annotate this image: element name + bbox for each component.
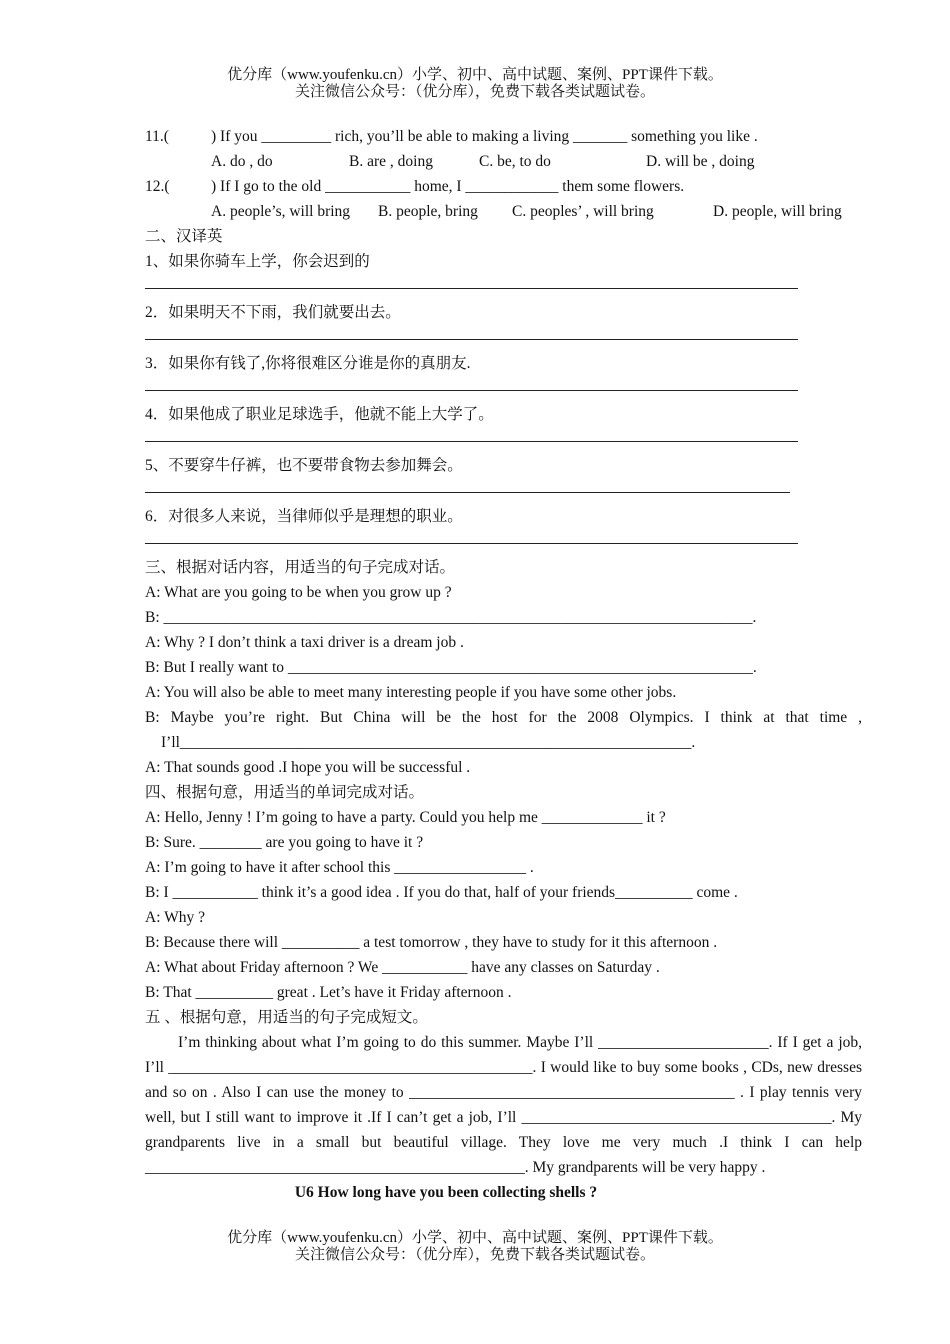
dialogue-line: A: You will also be able to meet many interesting people if you have some other jobs. — [145, 684, 677, 701]
dialogue-line: B: Sure. ________ are you going to have it ? — [145, 834, 424, 851]
dialogue-line: A: Why ? — [145, 909, 205, 926]
translation-item-2: 2．如果明天不下雨，我们就要出去。 — [145, 304, 401, 321]
dialogue-line: A: Why ? I don’t think a taxi driver is a dream job . — [145, 634, 464, 651]
translation-item-5: 5、不要穿牛仔裤，也不要带食物去参加舞会。 — [145, 457, 463, 474]
answer-line — [145, 529, 798, 544]
exam-body — [145, 124, 862, 1205]
dialogue-line: B: Maybe you’re right. But China will be the host for the 2008 Olympics. I think at that time , — [145, 709, 862, 726]
dialogue-line: B: ____________________________________________________________________________. — [145, 609, 757, 626]
answer-line — [145, 325, 798, 340]
question-text: ) If I go to the old ___________ home, I ____________ them some flowers. — [211, 178, 685, 195]
question-number: 12.( — [145, 178, 170, 195]
footer-line-2: 关注微信公众号：（优分库），免费下载各类试题试卷。 — [294, 1247, 655, 1263]
page-footer — [0, 1230, 950, 1264]
translation-item-6: 6．对很多人来说，当律师似乎是理想的职业。 — [145, 508, 463, 525]
option-a: A. do , do — [211, 153, 273, 170]
header-line-1: 优分库（www.youfenku.cn）小学、初中、高中试题、案例、PPT课件下载。 — [227, 67, 723, 83]
dialogue-line: I’ll__________________________________________________________________. — [161, 734, 696, 751]
dialogue-line: A: Hello, Jenny ! I’m going to have a party. Could you help me _____________ it ? — [145, 809, 666, 826]
option-d: D. will be , doing — [646, 153, 755, 170]
answer-line — [145, 274, 798, 289]
dialogue-line: B: But I really want to ____________________________________________________________. — [145, 659, 757, 676]
question-12-options — [145, 199, 862, 224]
dialogue-line: A: What about Friday afternoon ? We ___________ have any classes on Saturday . — [145, 959, 660, 976]
section-3-title: 三、根据对话内容，用适当的句子完成对话。 — [145, 559, 456, 576]
page-header — [0, 67, 950, 101]
passage-paragraph: I’m thinking about what I’m going to do this summer. Maybe I’ll ______________________. If I get a job, I’ll _______________________________________________. I would like to buy some books , CDs, new dresses and so on . Also I can use the money to __________________________________________ . I play tennis very well, but I still want to improve it .If I can’t get a job, I’ll ________________________________________. My grandparents live in a small but beautiful village. They love me very much .I think I can help _________________________________________________. My grandparents will be very happy . — [145, 1034, 862, 1176]
dialogue-line: B: That __________ great . Let’s have it Friday afternoon . — [145, 984, 512, 1001]
option-b: B. people, bring — [378, 203, 478, 220]
dialogue-line: A: I’m going to have it after school this _________________ . — [145, 859, 534, 876]
question-11-options — [145, 149, 862, 174]
option-d: D. people, will bring — [713, 203, 842, 220]
option-a: A. people’s, will bring — [211, 203, 351, 220]
dialogue-line: B: Because there will __________ a test tomorrow , they have to study for it this afternoon . — [145, 934, 718, 951]
question-11 — [145, 124, 862, 149]
option-c: C. peoples’ , will bring — [512, 203, 654, 220]
option-c: C. be, to do — [479, 153, 551, 170]
dialogue-line: B: I ___________ think it’s a good idea . If you do that, half of your friends__________ come . — [145, 884, 738, 901]
question-12 — [145, 174, 862, 199]
footer-line-1: 优分库（www.youfenku.cn）小学、初中、高中试题、案例、PPT课件下载。 — [227, 1230, 723, 1246]
header-line-2: 关注微信公众号：（优分库），免费下载各类试题试卷。 — [294, 84, 655, 100]
answer-line — [145, 376, 798, 391]
translation-item-4: 4．如果他成了职业足球选手，他就不能上大学了。 — [145, 406, 494, 423]
answer-line — [145, 427, 798, 442]
question-text: ) If you _________ rich, you’ll be able to making a living _______ something you like . — [211, 128, 758, 145]
question-number: 11.( — [145, 128, 169, 145]
section-4-title: 四、根据句意，用适当的单词完成对话。 — [145, 784, 425, 801]
translation-item-3: 3．如果你有钱了,你将很难区分谁是你的真朋友. — [145, 355, 471, 372]
translation-item-1: 1、如果你骑车上学，你会迟到的 — [145, 253, 370, 270]
dialogue-line: A: That sounds good .I hope you will be successful . — [145, 759, 471, 776]
section-5-title: 五 、根据句意，用适当的句子完成短文。 — [145, 1009, 428, 1026]
option-b: B. are , doing — [349, 153, 433, 170]
unit-title: U6 How long have you been collecting shells ? — [294, 1184, 598, 1201]
answer-line — [145, 478, 790, 493]
dialogue-line: A: What are you going to be when you grow up ? — [145, 584, 452, 601]
section-2-title: 二、汉译英 — [145, 228, 223, 245]
